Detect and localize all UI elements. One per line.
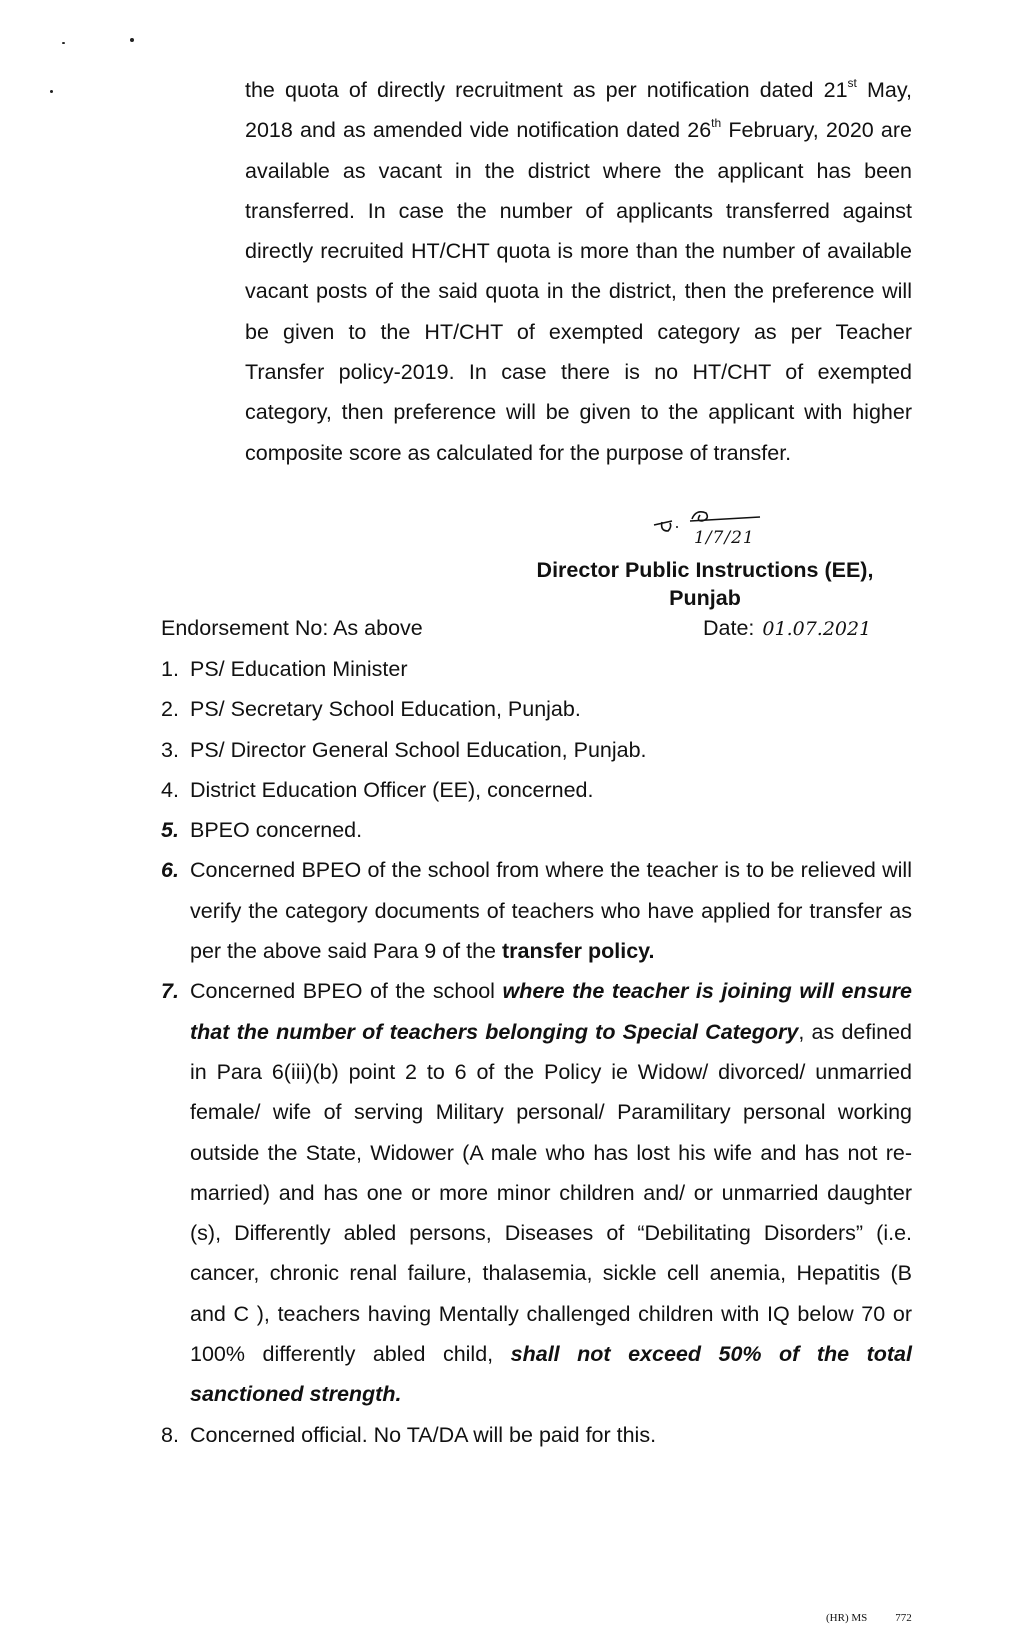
item-number: 4.: [161, 777, 179, 802]
item-text: BPEO concerned.: [190, 818, 363, 843]
item-number: 6.: [161, 858, 179, 883]
list-item: [161, 1415, 912, 1455]
signatory-place: Punjab: [669, 586, 741, 610]
endorsement-date: [703, 614, 871, 643]
item-text: PS/ Director General School Education, Punjab.: [190, 737, 647, 762]
item-text: District Education Officer (EE), concerned.: [190, 777, 594, 802]
scan-speck: [50, 90, 53, 93]
list-item: [161, 689, 912, 729]
item-number: 5.: [161, 818, 179, 843]
text: February, 2020 are available as vacant in the district where the applicant has been transferred. In case the number of applicants transferred against directly recruited HT/CHT quota is more than the number of available vacant posts of the said quota in the district, then the preference will be given to the HT/CHT of exempted category as per Teacher Transfer policy-2019. In case there is no HT/CHT of exempted category, then preference will be given to the applicant with higher composite score as calculated for the purpose of transfer.: [245, 118, 912, 465]
endorsement-number: Endorsement No: As above: [161, 616, 423, 640]
item-number: 1.: [161, 657, 179, 681]
list-item: [161, 649, 912, 689]
superscript: st: [847, 76, 857, 90]
signatory-title: Director Public Instructions (EE),: [536, 558, 874, 582]
text: May, 2018 and as amended vide notification dated 26: [245, 78, 912, 143]
superscript: th: [711, 116, 722, 131]
body-paragraph: [245, 70, 912, 473]
scan-speck: [130, 38, 134, 42]
item-number: 2.: [161, 697, 179, 722]
item-text: PS/ Education Minister: [190, 657, 408, 681]
signatory-block: [500, 556, 910, 612]
item-emphasis: shall not exceed 50% of the total sanctioned strength.: [190, 1342, 912, 1407]
page-footer: [826, 1612, 940, 1624]
date-label: Date:: [703, 616, 755, 640]
item-number: 8.: [161, 1422, 179, 1447]
item-text: Concerned BPEO of the school: [190, 979, 503, 1004]
item-number: 7.: [161, 979, 179, 1004]
item-emphasis: where the teacher is joining will ensure that the number of teachers belonging to Special Category: [190, 979, 912, 1044]
footer-number: 772: [895, 1612, 912, 1624]
list-item: [161, 730, 912, 770]
list-item: [161, 850, 912, 971]
list-item: [161, 810, 912, 850]
distribution-list: [161, 649, 912, 1455]
item-emphasis: transfer policy.: [501, 939, 655, 964]
item-text: PS/ Secretary School Education, Punjab.: [190, 697, 581, 722]
signature-date: 1/7/21: [694, 528, 755, 548]
list-item: [161, 971, 912, 1414]
item-number: 3.: [161, 737, 179, 762]
item-text: Concerned BPEO of the school from where the teacher is to be relieved will verify the category documents of teachers who have applied for transfer as per the above said Para 9 of the: [190, 858, 912, 964]
text: the quota of directly recruitment as per notification dated 21: [245, 78, 848, 102]
item-text: Concerned official. No TA/DA will be paid for this.: [190, 1422, 657, 1447]
scan-speck: [62, 42, 65, 44]
item-text: , as defined in Para 6(iii)(b) point 2 to 6 of the Policy ie Widow/ divorced/ unmarried female/ wife of serving Military personal/ Paramilitary personal working outside the State, Widower (A male who has lost his wife and has not re-married) and has one or more minor children and/ or unmarried daughter (s), Differently abled persons, Diseases of “Debilitating Disorders” (i.e. cancer, chronic renal failure, thalasemia, sickle cell anemia, Hepatitis (B and C ), teachers having Mentally challenged children with IQ below 70 or 100% differently abled child,: [190, 1019, 912, 1367]
list-item: [161, 770, 912, 810]
date-value: 01.07.2021: [762, 618, 872, 640]
footer-code: (HR) MS: [826, 1612, 868, 1624]
